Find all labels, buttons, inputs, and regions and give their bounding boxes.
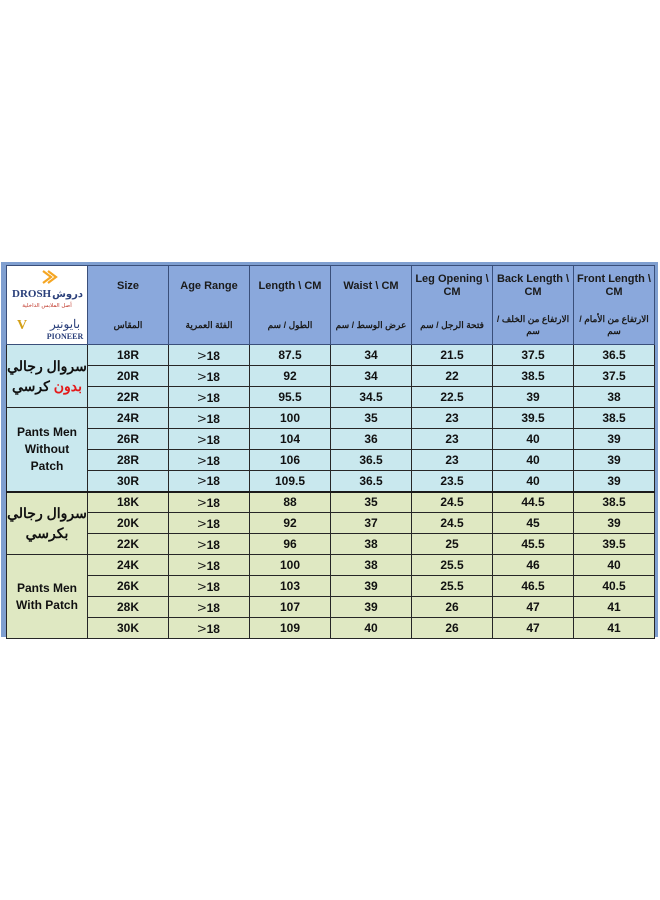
age-cell (169, 471, 250, 492)
pioneer-logo-ar: بايونير (49, 317, 81, 331)
header-back-length: Back Length \ CM (493, 266, 574, 307)
age-value: 18 (206, 453, 220, 468)
waist-cell: 38 (331, 555, 412, 576)
table-row (7, 429, 655, 450)
length-cell: 104 (250, 429, 331, 450)
age-value: 18 (206, 537, 220, 552)
table-row (7, 534, 655, 555)
back-cell: 46 (493, 555, 574, 576)
waist-cell: 35 (331, 492, 412, 513)
age-value: 18 (206, 474, 220, 489)
leg-cell: 25.5 (412, 555, 493, 576)
waist-cell: 34 (331, 366, 412, 387)
age-cell (169, 345, 250, 366)
header-size-ar: المقاس (88, 306, 169, 345)
leg-cell: 25 (412, 534, 493, 555)
drosh-logo-ar: دروش (52, 289, 83, 300)
size-cell: 24K (88, 555, 169, 576)
back-cell: 47 (493, 597, 574, 618)
age-cell (169, 597, 250, 618)
category-ar-line1: سروال رجالي (7, 358, 87, 374)
age-cell (169, 513, 250, 534)
front-cell: 39 (574, 429, 655, 450)
table-row (7, 576, 655, 597)
size-cell: 26R (88, 429, 169, 450)
front-cell: 41 (574, 597, 655, 618)
age-value: 18 (206, 621, 220, 636)
age-value: 18 (206, 600, 220, 615)
leg-cell: 26 (412, 597, 493, 618)
greater-than-icon: > (197, 431, 207, 447)
header-size: Size (88, 266, 169, 307)
category-en-line: Pants Men (16, 580, 77, 595)
length-cell: 95.5 (250, 387, 331, 408)
greater-than-icon: > (197, 536, 207, 552)
back-cell: 40 (493, 471, 574, 492)
size-cell: 24R (88, 408, 169, 429)
size-cell: 28K (88, 597, 169, 618)
size-cell: 26K (88, 576, 169, 597)
drosh-chevron-icon (43, 271, 56, 283)
length-cell: 109 (250, 618, 331, 639)
table-row (7, 555, 655, 576)
back-cell: 40 (493, 450, 574, 471)
category-ar-line2 (7, 376, 87, 396)
leg-cell: 23 (412, 450, 493, 471)
header-waist-ar: عرض الوسط / سم (331, 306, 412, 345)
front-cell: 38 (574, 387, 655, 408)
leg-cell: 23.5 (412, 471, 493, 492)
header-length: Length \ CM (250, 266, 331, 307)
age-cell (169, 534, 250, 555)
age-cell (169, 492, 250, 513)
drosh-logo-en: DROSH (12, 288, 52, 300)
greater-than-icon: > (197, 599, 207, 615)
leg-cell: 22 (412, 366, 493, 387)
front-cell: 41 (574, 618, 655, 639)
leg-cell: 23 (412, 408, 493, 429)
category-ar-highlight: بدون (53, 378, 82, 394)
front-cell: 38.5 (574, 492, 655, 513)
leg-cell: 24.5 (412, 492, 493, 513)
greater-than-icon: > (197, 452, 207, 468)
waist-cell: 36.5 (331, 471, 412, 492)
table-row (7, 345, 655, 366)
length-cell: 106 (250, 450, 331, 471)
size-cell: 18R (88, 345, 169, 366)
length-cell: 92 (250, 513, 331, 534)
back-cell: 44.5 (493, 492, 574, 513)
front-cell: 37.5 (574, 366, 655, 387)
length-cell: 109.5 (250, 471, 331, 492)
waist-cell: 34 (331, 345, 412, 366)
greater-than-icon: > (197, 494, 207, 510)
length-cell: 96 (250, 534, 331, 555)
category-en-line: Without (24, 441, 70, 456)
front-cell: 40 (574, 555, 655, 576)
size-cell: 18K (88, 492, 169, 513)
header-leg-opening: Leg Opening \ CM (412, 266, 493, 307)
greater-than-icon: > (197, 347, 207, 363)
leg-cell: 24.5 (412, 513, 493, 534)
header-waist: Waist \ CM (331, 266, 412, 307)
leg-cell: 26 (412, 618, 493, 639)
greater-than-icon: > (197, 368, 207, 384)
front-cell: 39 (574, 513, 655, 534)
length-cell: 100 (250, 408, 331, 429)
length-cell: 87.5 (250, 345, 331, 366)
greater-than-icon: > (197, 389, 207, 405)
brand-logos-graphic (7, 266, 87, 344)
waist-cell: 39 (331, 576, 412, 597)
header-front-length: Front Length \ CM (574, 266, 655, 307)
waist-cell: 36 (331, 429, 412, 450)
category-label-ar (7, 345, 88, 408)
leg-cell: 22.5 (412, 387, 493, 408)
size-chart-table (6, 265, 655, 639)
table-row (7, 492, 655, 513)
category-ar-line1: سروال رجالي (7, 505, 87, 522)
front-cell: 39 (574, 450, 655, 471)
front-cell: 38.5 (574, 408, 655, 429)
back-cell: 38.5 (493, 366, 574, 387)
category-label-ar (7, 492, 88, 555)
category-en-line: Pants Men (16, 424, 77, 439)
category-ar-rest: بكرسي (25, 525, 69, 542)
back-cell: 39.5 (493, 408, 574, 429)
leg-cell: 25.5 (412, 576, 493, 597)
length-cell: 107 (250, 597, 331, 618)
waist-cell: 34.5 (331, 387, 412, 408)
age-cell (169, 408, 250, 429)
category-label-en (7, 408, 88, 492)
waist-cell: 36.5 (331, 450, 412, 471)
size-cell: 22K (88, 534, 169, 555)
age-value: 18 (206, 495, 220, 510)
length-cell: 103 (250, 576, 331, 597)
header-row-en (7, 266, 655, 307)
size-cell: 28R (88, 450, 169, 471)
age-value: 18 (206, 411, 220, 426)
size-cell: 20R (88, 366, 169, 387)
table-row (7, 471, 655, 492)
length-cell: 92 (250, 366, 331, 387)
age-value: 18 (206, 579, 220, 594)
age-cell (169, 366, 250, 387)
age-value: 18 (206, 558, 220, 573)
table-row (7, 513, 655, 534)
age-cell (169, 555, 250, 576)
category-en-line: Patch (30, 458, 64, 473)
greater-than-icon: > (197, 557, 207, 573)
category-en-line: With Patch (16, 597, 78, 612)
age-cell (169, 387, 250, 408)
greater-than-icon: > (197, 578, 207, 594)
category-ar-line2 (7, 523, 87, 543)
brand-logos (7, 266, 88, 345)
greater-than-icon: > (197, 410, 207, 426)
greater-than-icon: > (197, 515, 207, 531)
size-cell: 22R (88, 387, 169, 408)
pioneer-mark-icon: V (16, 318, 28, 333)
length-cell: 100 (250, 555, 331, 576)
age-value: 18 (206, 432, 220, 447)
header-row-ar (7, 306, 655, 345)
age-value: 18 (206, 369, 220, 384)
greater-than-icon: > (197, 620, 207, 636)
waist-cell: 39 (331, 597, 412, 618)
table-row (7, 597, 655, 618)
size-cell: 20K (88, 513, 169, 534)
leg-cell: 21.5 (412, 345, 493, 366)
age-cell (169, 576, 250, 597)
back-cell: 39 (493, 387, 574, 408)
front-cell: 39 (574, 471, 655, 492)
waist-cell: 38 (331, 534, 412, 555)
waist-cell: 37 (331, 513, 412, 534)
age-cell (169, 618, 250, 639)
age-cell (169, 450, 250, 471)
front-cell: 40.5 (574, 576, 655, 597)
header-back-length-ar: الارتفاع من الخلف / سم (493, 306, 574, 345)
size-cell: 30K (88, 618, 169, 639)
waist-cell: 35 (331, 408, 412, 429)
header-front-length-ar: الارتفاع من الأمام / سم (574, 306, 655, 345)
pioneer-logo-en: PIONEER (46, 332, 84, 341)
age-value: 18 (206, 516, 220, 531)
greater-than-icon: > (197, 473, 207, 489)
size-chart-frame (1, 262, 658, 637)
table-row (7, 366, 655, 387)
back-cell: 37.5 (493, 345, 574, 366)
header-length-ar: الطول / سم (250, 306, 331, 345)
age-cell (169, 429, 250, 450)
front-cell: 39.5 (574, 534, 655, 555)
header-leg-opening-ar: فتحة الرجل / سم (412, 306, 493, 345)
drosh-tagline: أصل الملابس الداخلية (22, 303, 72, 309)
category-ar-rest: كرسي (12, 378, 50, 394)
waist-cell: 40 (331, 618, 412, 639)
size-cell: 30R (88, 471, 169, 492)
age-value: 18 (206, 390, 220, 405)
header-age-range-ar: الفئة العمرية (169, 306, 250, 345)
back-cell: 40 (493, 429, 574, 450)
table-row (7, 408, 655, 429)
back-cell: 47 (493, 618, 574, 639)
back-cell: 45.5 (493, 534, 574, 555)
age-value: 18 (206, 348, 220, 363)
length-cell: 88 (250, 492, 331, 513)
table-row (7, 618, 655, 639)
table-row (7, 387, 655, 408)
table-row (7, 450, 655, 471)
category-label-en (7, 555, 88, 639)
header-age-range: Age Range (169, 266, 250, 307)
leg-cell: 23 (412, 429, 493, 450)
size-rows (7, 345, 655, 639)
back-cell: 45 (493, 513, 574, 534)
front-cell: 36.5 (574, 345, 655, 366)
back-cell: 46.5 (493, 576, 574, 597)
